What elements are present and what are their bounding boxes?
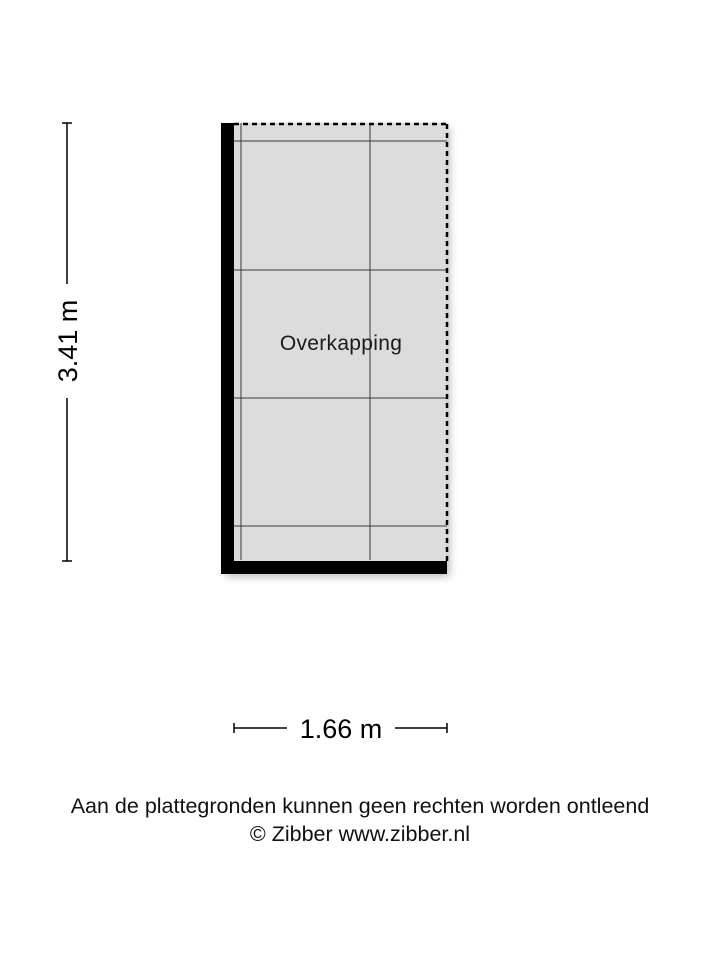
width-dimension-label: 1.66 m: [299, 714, 383, 744]
room-overkapping: [221, 123, 447, 574]
wall-left: [221, 123, 234, 574]
room-label: Overkapping: [279, 332, 403, 355]
disclaimer-text: Aan de plattegronden kunnen geen rechten worden ontleend: [70, 794, 650, 818]
height-dimension-label: 3.41 m: [53, 299, 83, 383]
wall-bottom: [221, 561, 447, 574]
copyright-text: © Zibber www.zibber.nl: [249, 822, 471, 846]
